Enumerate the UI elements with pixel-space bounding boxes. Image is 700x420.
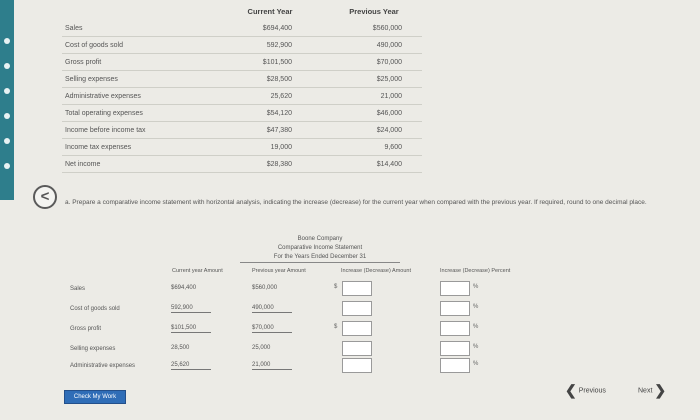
row-label: Sales (65, 25, 83, 32)
statement-period: For the Years Ended December 31 (240, 253, 400, 263)
chevron-left-icon: ❮ (565, 382, 577, 398)
table-row (62, 37, 422, 54)
company-name: Boone Company (297, 236, 343, 242)
row-label: Sales (70, 286, 86, 292)
question-text: a. Prepare a comparative income statement with horizontal analysis, indicating the increase (decrease) for the current year when compared with the previous year. If required, round to one decimal place. (65, 199, 647, 206)
row-label: Administrative expenses (65, 93, 141, 100)
current-value: 25,620 (270, 93, 292, 100)
back-chevron-icon[interactable]: < (33, 185, 57, 209)
percent-sign: % (473, 361, 479, 367)
row-label: Administrative expenses (70, 363, 136, 369)
previous-value: $24,000 (376, 127, 402, 134)
header-current-year: Current Year (247, 7, 293, 16)
row-label: Gross profit (65, 59, 102, 66)
percent-sign: % (473, 304, 479, 310)
header-previous-year: Previous Year (349, 7, 399, 16)
increase-percent-input[interactable] (440, 301, 470, 316)
previous-amount: $560,000 (252, 285, 278, 291)
increase-percent-input[interactable] (440, 321, 470, 336)
previous-value: $46,000 (376, 110, 402, 117)
table-row (62, 54, 422, 71)
previous-amount: 25,000 (252, 345, 271, 351)
current-value: $101,500 (262, 59, 292, 66)
previous-value: $560,000 (372, 25, 402, 32)
row-label: Net income (65, 161, 101, 168)
previous-value: $25,000 (376, 76, 402, 83)
row-label: Income tax expenses (65, 144, 132, 151)
table-row (62, 88, 422, 105)
nav-marker[interactable] (4, 88, 10, 94)
previous-value: $14,400 (376, 161, 402, 168)
increase-percent-input[interactable] (440, 358, 470, 373)
previous-button[interactable] (565, 382, 621, 398)
table-row (62, 20, 422, 37)
dollar-sign: $ (334, 324, 338, 330)
check-my-work-button[interactable]: Check My Work (64, 390, 126, 404)
current-value: $28,380 (266, 161, 292, 168)
income-statement-table (62, 0, 422, 180)
next-button[interactable] (638, 382, 678, 398)
previous-amount: 21,000 (252, 362, 292, 370)
current-value: $28,500 (266, 76, 292, 83)
previous-label: Previous (578, 387, 606, 395)
answer-row (66, 355, 526, 375)
previous-value: 21,000 (380, 93, 402, 100)
increase-percent-input[interactable] (440, 281, 470, 296)
previous-amount: 490,000 (252, 305, 292, 313)
chevron-right-icon: ❯ (654, 382, 667, 398)
current-value: $694,400 (262, 25, 292, 32)
row-label: Selling expenses (70, 346, 116, 352)
current-value: $54,120 (266, 110, 292, 117)
left-navigation-strip (0, 0, 14, 200)
current-amount: 25,620 (171, 362, 211, 370)
increase-amount-input[interactable] (342, 321, 372, 336)
col-header-current: Current year Amount (172, 268, 223, 274)
dollar-sign: $ (334, 284, 338, 290)
next-label: Next (638, 387, 653, 395)
answer-row (66, 278, 526, 298)
statement-name: Comparative Income Statement (277, 245, 363, 251)
increase-amount-input[interactable] (342, 301, 372, 316)
answer-row (66, 298, 526, 318)
table-row (62, 156, 422, 173)
row-label: Total operating expenses (65, 110, 143, 117)
percent-sign: % (473, 284, 479, 290)
nav-marker[interactable] (4, 113, 10, 119)
current-value: 592,900 (266, 42, 292, 49)
percent-sign: % (473, 324, 479, 330)
increase-amount-input[interactable] (342, 281, 372, 296)
table-row (62, 139, 422, 156)
row-label: Cost of goods sold (65, 42, 123, 49)
table-row (62, 122, 422, 139)
current-value: $47,380 (266, 127, 292, 134)
current-amount: $101,500 (171, 325, 211, 333)
nav-marker[interactable] (4, 138, 10, 144)
previous-value: $70,000 (376, 59, 402, 66)
table-row (62, 71, 422, 88)
col-header-increase-amount: Increase (Decrease) Amount (341, 268, 412, 274)
nav-marker[interactable] (4, 163, 10, 169)
increase-amount-input[interactable] (342, 358, 372, 373)
previous-value: 490,000 (376, 42, 402, 49)
row-label: Cost of goods sold (70, 306, 120, 312)
answer-row (66, 318, 526, 338)
nav-marker[interactable] (4, 38, 10, 44)
row-label: Income before income tax (65, 127, 146, 134)
current-amount: 28,500 (171, 345, 190, 351)
col-header-increase-percent: Increase (Decrease) Percent (440, 268, 511, 274)
previous-amount: $70,000 (252, 325, 292, 333)
previous-value: 9,600 (384, 144, 402, 151)
table-row (62, 105, 422, 122)
row-label: Selling expenses (65, 76, 118, 83)
row-label: Gross profit (70, 326, 102, 332)
current-value: 19,000 (270, 144, 292, 151)
increase-amount-input[interactable] (342, 341, 372, 356)
current-amount: $694,400 (171, 285, 197, 291)
nav-marker[interactable] (4, 63, 10, 69)
col-header-previous: Previous year Amount (252, 268, 306, 274)
current-amount: 592,900 (171, 305, 211, 313)
percent-sign: % (473, 344, 479, 350)
answer-title (240, 235, 400, 263)
increase-percent-input[interactable] (440, 341, 470, 356)
